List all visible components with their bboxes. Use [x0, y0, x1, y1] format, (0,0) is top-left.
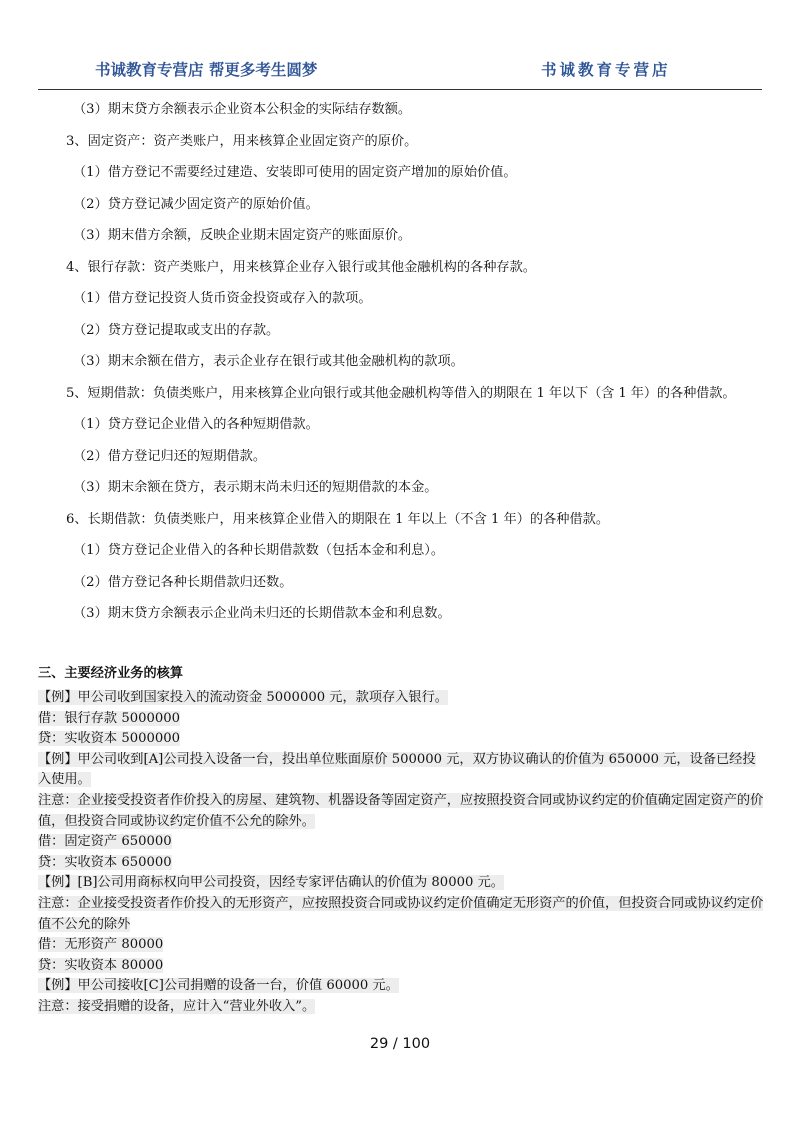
header-store-name: 书诚教育专营店 [541, 61, 671, 79]
text-line: 5、短期借款：负债类账户，用来核算企业向银行或其他金融机构等借入的期限在 1 年以下（含 1 年）的各种借款。 [66, 385, 736, 401]
text-line: （1）借方登记不需要经过建造、安装即可使用的固定资产增加的原始价值。 [73, 165, 517, 180]
business-accounting-section [38, 660, 768, 1018]
text-line: 6、长期借款：负债类账户，用来核算企业借入的期限在 1 年以上（不含 1 年）的各种借款。 [66, 511, 610, 527]
note-line: 注意：接受捐赠的设备，应计入“营业外收入”。 [38, 998, 316, 1014]
text-line: 3、固定资产：资产类账户，用来核算企业固定资产的原价。 [66, 133, 418, 149]
journal-debit: 借：银行存款 5000000 [38, 710, 181, 726]
example-line: 【例】[B]公司用商标权向甲公司投资，因经专家评估确认的价值为 80000 元。 [38, 875, 504, 891]
text-line: （3）期末贷方余额表示企业资本公积金的实际结存数额。 [73, 102, 412, 117]
text-line: （3）期末借方余额，反映企业期末固定资产的账面原价。 [73, 228, 412, 243]
text-line: （1）贷方登记企业借入的各种短期借款。 [73, 417, 319, 432]
text-line: 4、银行存款：资产类账户，用来核算企业存入银行或其他金融机构的各种存款。 [66, 259, 536, 275]
text-line: （3）期末贷方余额表示企业尚未归还的长期借款本金和利息数。 [73, 606, 451, 621]
example-line: 【例】甲公司收到国家投入的流动资金 5000000 元，款项存入银行。 [38, 690, 448, 705]
header-divider [38, 89, 762, 90]
example-line: 【例】甲公司接收[C]公司捐赠的设备一台，价值 60000 元。 [38, 978, 399, 994]
journal-debit: 借：无形资产 80000 [38, 937, 164, 953]
journal-credit: 贷：实收资本 650000 [38, 854, 172, 870]
text-line: （2）借方登记归还的短期借款。 [73, 448, 267, 464]
page-number: 29 / 100 [369, 1036, 431, 1052]
text-line: （2）借方登记各种长期借款归还数。 [73, 574, 293, 590]
journal-credit: 贷：实收资本 5000000 [38, 731, 181, 747]
example-line: 【例】甲公司收到[A]公司投入设备一台，投出单位账面原价 500000 元，双方协议确认的价值为 650000 元，设备已经投入使用。 [38, 751, 756, 788]
text-line: （1）借方登记投资人货币资金投资或存入的款项。 [73, 291, 372, 306]
text-line: （3）期末余额在贷方，表示期末尚未归还的短期借款的本金。 [73, 480, 438, 495]
accounts-section [0, 94, 800, 630]
header-store-slogan: 书诚教育专营店 帮更多考生圆梦 [95, 61, 318, 79]
text-line: （1）贷方登记企业借入的各种长期借款数（包括本金和利息）。 [73, 543, 445, 558]
page-header [0, 52, 800, 88]
section-title: 三、主要经济业务的核算 [38, 666, 184, 681]
journal-credit: 贷：实收资本 80000 [38, 957, 164, 973]
journal-debit: 借：固定资产 650000 [38, 834, 172, 850]
text-line: （3）期末余额在借方，表示企业存在银行或其他金融机构的款项。 [73, 354, 464, 369]
note-line: 注意：企业接受投资者作价投入的无形资产，应按照投资合同或协议约定价值确定无形资产的价值，但投资合同或协议约定价值不公允的除外 [38, 895, 764, 932]
note-line: 注意：企业接受投资者作价投入的房屋、建筑物、机器设备等固定资产，应按照投资合同或协议约定的价值确定固定资产的价值，但投资合同或协议约定价值不公允的除外。 [38, 792, 764, 829]
text-line: （2）贷方登记减少固定资产的原始价值。 [73, 196, 319, 212]
text-line: （2）贷方登记提取或支出的存款。 [73, 322, 280, 338]
